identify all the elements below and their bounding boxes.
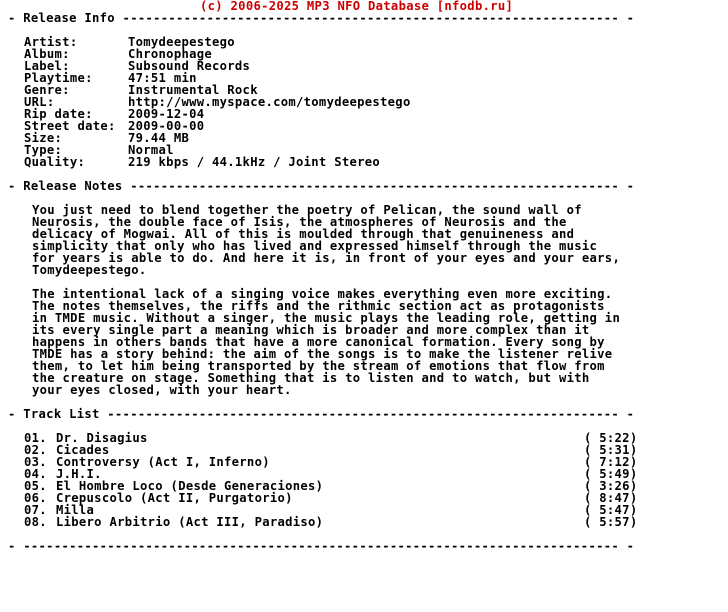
track-row [24,492,637,504]
track-time: ( 5:22) [584,431,638,445]
info-value: 2009-00-00 [128,119,205,133]
info-key: Size: [24,131,63,145]
track-list-header: - Track List ------------------------------------------------------------------- - [8,407,635,421]
notes-line: The intentional lack of a singing voice makes everything even more exciting. [32,287,613,301]
info-value: 79.44 MB [128,131,190,145]
track-time: ( 8:47) [584,491,638,505]
notes-line: Tomydeepestego. [32,263,147,277]
info-key: URL: [24,95,55,109]
notes-line: simplicity that only who has lived and expressed himself through the music [32,239,598,253]
track-time: ( 7:12) [584,455,638,469]
info-value: http://www.myspace.com/tomydeepestego [128,95,411,109]
info-value: 47:51 min [128,71,197,85]
info-value: Tomydeepestego [128,35,235,49]
track-number: 03. [24,455,47,469]
track-number: 04. [24,467,47,481]
track-number: 02. [24,443,47,457]
notes-line: its every single part a meaning which is broader and more complex than it [32,323,590,337]
info-value: Subsound Records [128,59,251,73]
track-number: 07. [24,503,47,517]
track-number: 08. [24,515,47,529]
track-title: Libero Arbitrio (Act III, Paradiso) [56,515,324,529]
notes-line: for years is able to do. And here it is, in front of your eyes and your ears, [32,251,621,265]
notes-line: your eyes closed, with your heart. [32,383,292,397]
info-key: Genre: [24,83,70,97]
track-time: ( 3:26) [584,479,638,493]
track-time: ( 5:47) [584,503,638,517]
notes-line: in TMDE music. Without a singer, the music plays the leading role, getting in [32,311,621,325]
notes-line: them, to let him being transported by the stream of emotions that flow from [32,359,605,373]
nfodb-credit: (c) 2006-2025 MP3 NFO Database [nfodb.ru] [200,0,514,13]
track-row [24,516,637,528]
notes-line: the creature on stage. Something that is to listen and to watch, but with [32,371,590,385]
notes-line: You just need to blend together the poetry of Pelican, the sound wall of [32,203,582,217]
info-key: Album: [24,47,70,61]
info-key: Street date: [24,119,116,133]
track-title: El Hombre Loco (Desde Generaciones) [56,479,324,493]
track-title: Crepuscolo (Act II, Purgatorio) [56,491,293,505]
track-title: Cicades [56,443,110,457]
info-key: Artist: [24,35,78,49]
track-row [24,432,637,444]
track-row [24,456,637,468]
track-title: Dr. Disagius [56,431,148,445]
track-number: 01. [24,431,47,445]
info-key: Type: [24,143,63,157]
track-number: 05. [24,479,47,493]
info-key: Quality: [24,155,86,169]
track-number: 06. [24,491,47,505]
info-row-quality [24,156,380,168]
notes-line: Neurosis, the double face of Isis, the atmospheres of Neurosis and the [32,215,567,229]
track-time: ( 5:57) [584,515,638,529]
info-value: 2009-12-04 [128,107,205,121]
notes-line: TMDE has a story behind: the aim of the songs is to make the listener relive [32,347,613,361]
info-value: Chronophage [128,47,213,61]
info-key: Rip date: [24,107,93,121]
track-time: ( 5:49) [584,467,638,481]
notes-line: happens in others bands that have a more canonical formation. Every song by [32,335,605,349]
notes-line: The notes themselves, the riffs and the rithmic section act as protagonists [32,299,605,313]
track-title: Milla [56,503,95,517]
footer-divider: - ------------------------------------------------------------------------------ - [8,539,635,553]
info-key: Label: [24,59,70,73]
info-value: 219 kbps / 44.1kHz / Joint Stereo [128,155,381,169]
info-value: Instrumental Rock [128,83,258,97]
info-value: Normal [128,143,174,157]
track-title: J.H.I. [56,467,102,481]
notes-line: delicacy of Mogwai. All of this is moulded through that genuineness and [32,227,575,241]
release-info-header: - Release Info ----------------------------------------------------------------- - [8,11,635,25]
info-key: Playtime: [24,71,93,85]
track-time: ( 5:31) [584,443,638,457]
track-title: Controversy (Act I, Inferno) [56,455,270,469]
release-notes-header: - Release Notes ---------------------------------------------------------------- - [8,179,635,193]
